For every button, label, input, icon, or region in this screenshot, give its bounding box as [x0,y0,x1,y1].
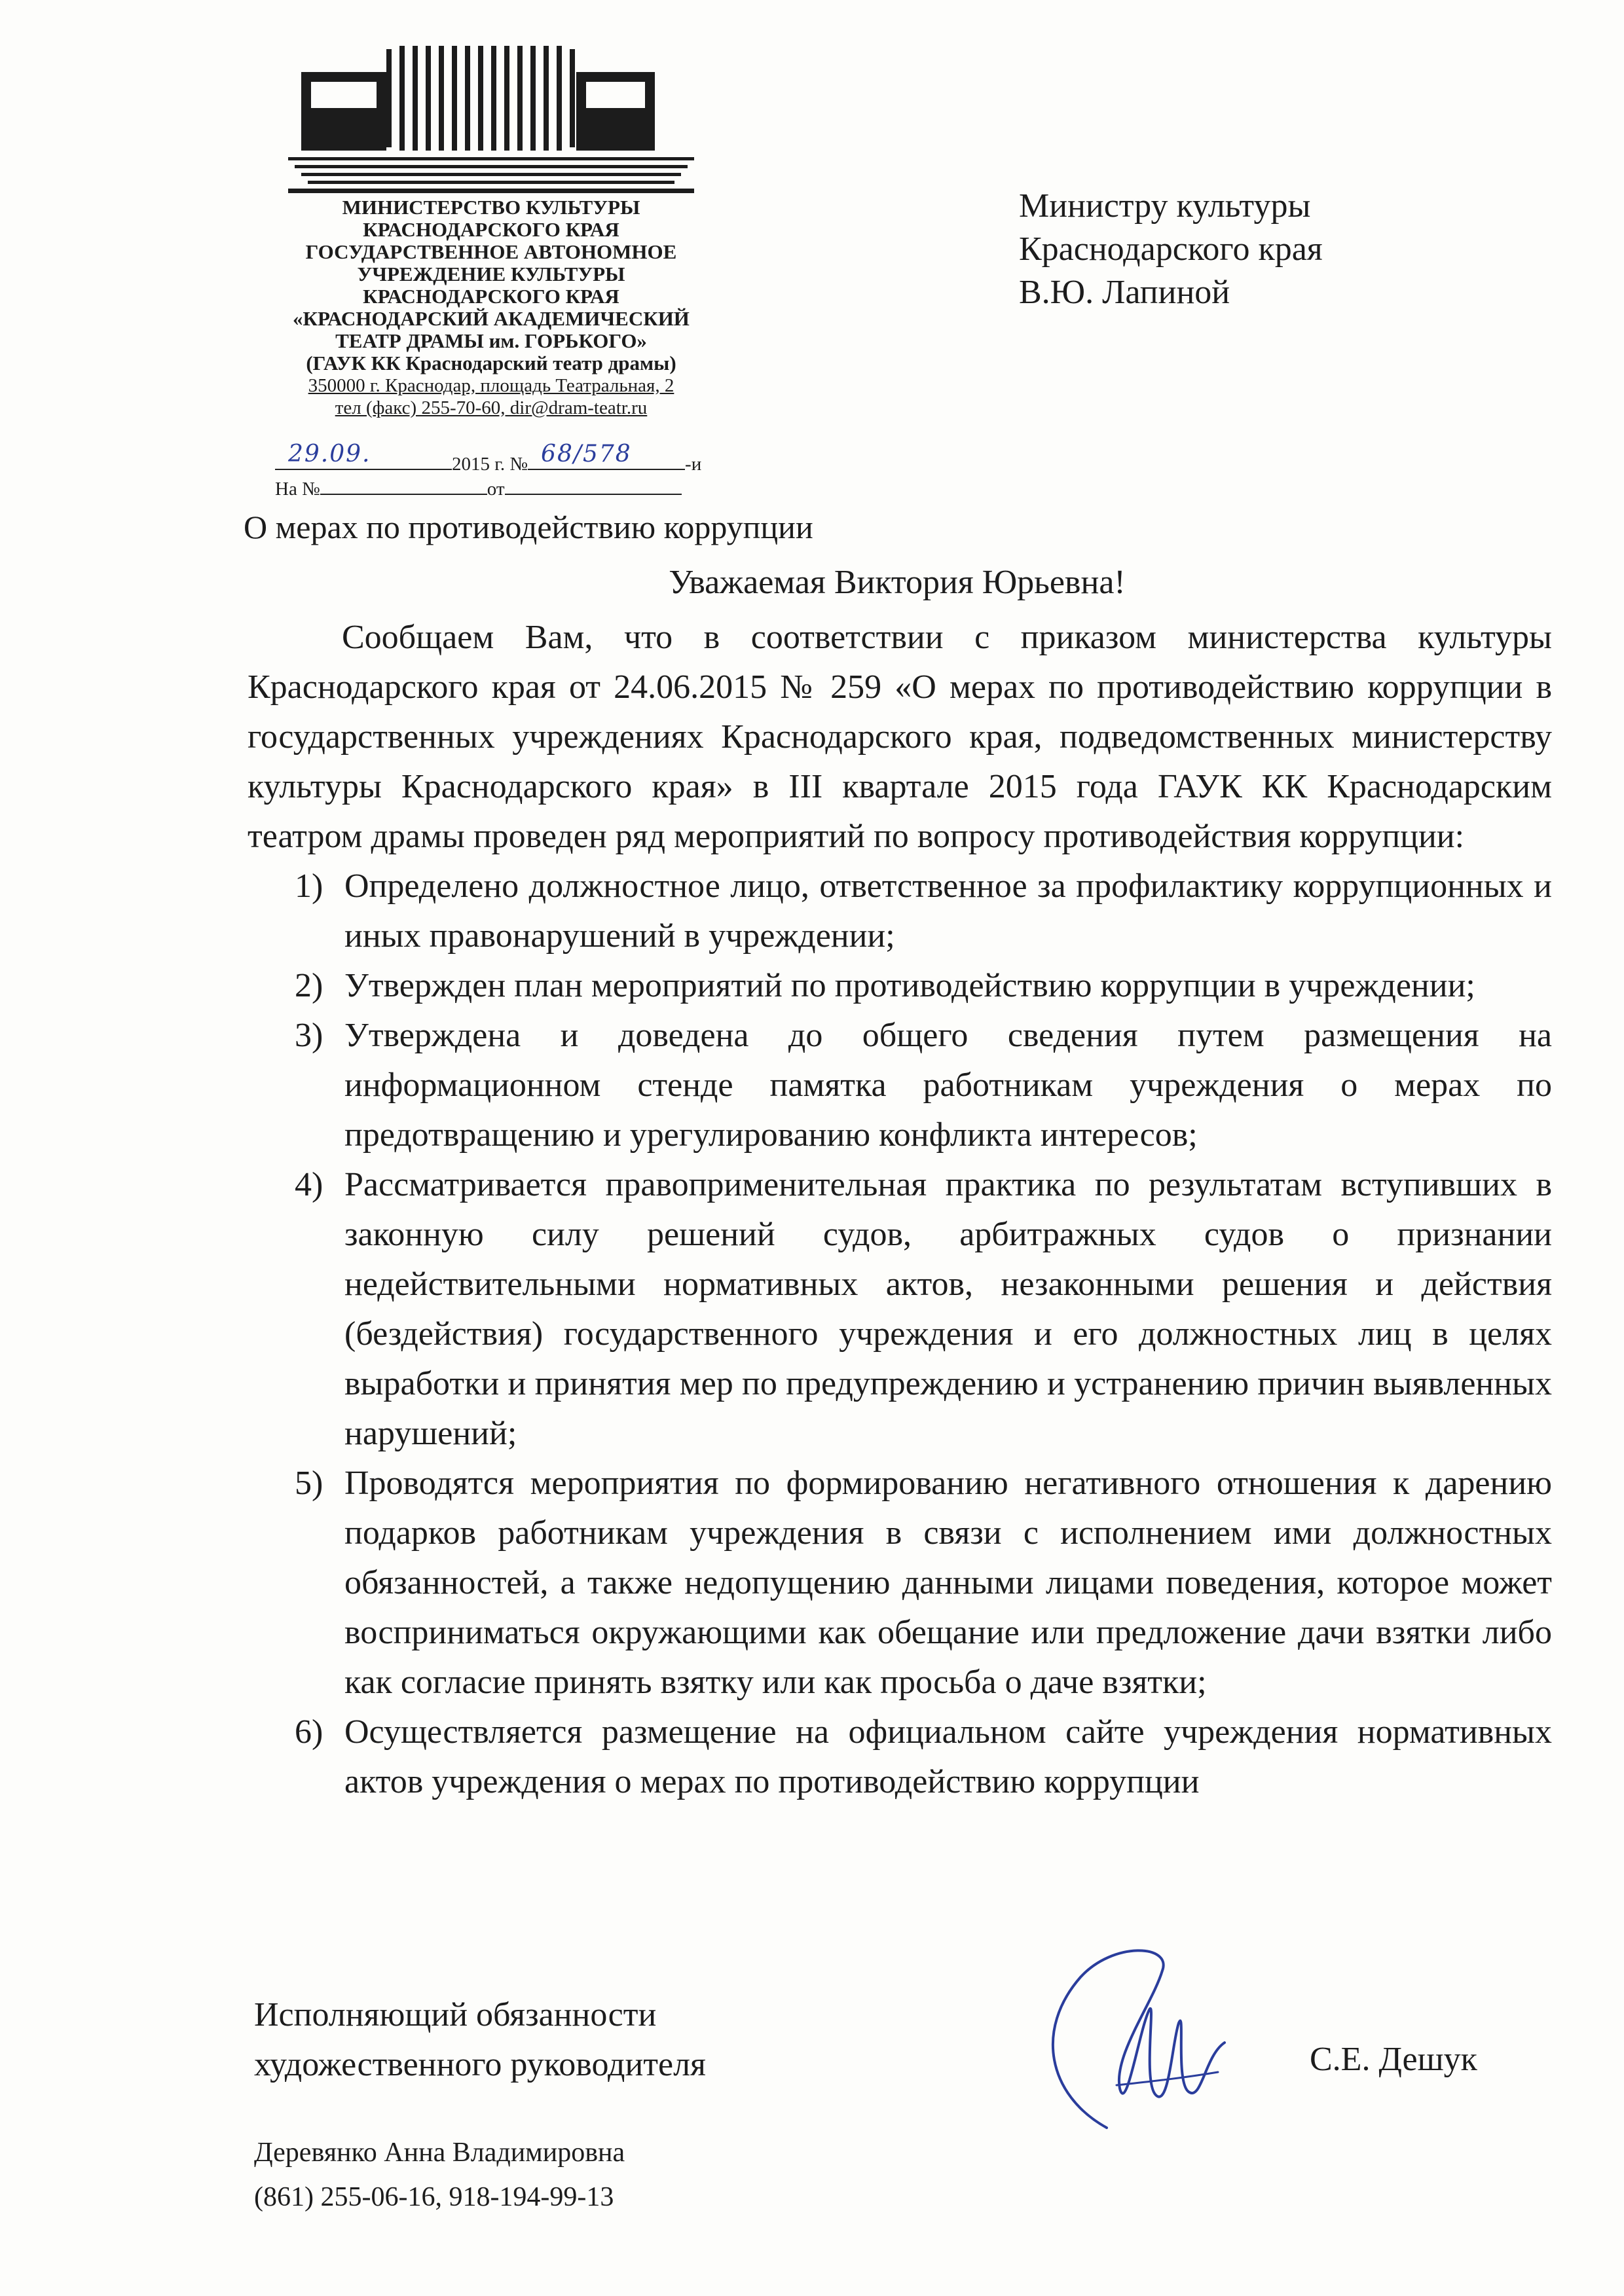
org-line: УЧРЕЖДЕНИЕ КУЛЬТУРЫ [357,263,625,285]
list-item-text: Осуществляется размещение на официальном сайте учреждения нормативных актов учреждения о мерах по противодействию коррупции [344,1713,1552,1800]
org-line: «КРАСНОДАРСКИЙ АКАДЕМИЧЕСКИЙ [293,307,690,330]
signatory-title-line: художественного руководителя [254,2046,706,2083]
signatory-name: С.Е. Дешук [1310,2041,1477,2078]
salutation: Уважаемая Виктория Юрьевна! [669,564,1126,601]
list-item-number: 6) [295,1713,323,1751]
list-item-number: 5) [295,1465,323,1502]
list-item [248,1011,1552,1160]
org-line: (ГАУК КК Краснодарский театр драмы) [306,352,676,374]
addressee-line: Краснодарского края [1019,230,1323,268]
list-item-text: Проводятся мероприятия по формированию негативного отношения к дарению подарков работникам учреждения в связи с исполнением ими должностных обязанностей, а также недопущению данными лицами поведения, которое может восприниматься окружающими как обещание или предложение дачи взятки либо как согласие принять взятку или как просьба о даче взятки; [344,1465,1552,1701]
ref-prefix: На № [275,479,320,500]
list-item [248,1707,1552,1807]
list-item-number: 4) [295,1166,323,1203]
signatory-title [254,1990,706,2090]
year-text: 2015 г. № [452,454,528,475]
org-line: ТЕАТР ДРАМЫ им. ГОРЬКОГО» [335,329,647,352]
ref-from: от [487,479,505,500]
ref-number-field [320,475,487,495]
letter-body [248,613,1552,1807]
list-item [248,862,1552,961]
signatory-title-line: Исполняющий обязанности [254,1996,657,2033]
executor-name: Деревянко Анна Владимировна [254,2138,625,2168]
list-item-number: 3) [295,1017,323,1054]
organization-block [262,196,720,419]
list-item-text: Определено должностное лицо, ответственное за профилактику коррупционных и иных правонарушений в учреждении; [344,867,1552,955]
letter-subject: О мерах по противодействию коррупции [244,509,813,545]
addressee-line: В.Ю. Лапиной [1019,274,1230,311]
ref-date-field [505,475,682,495]
org-line: ГОСУДАРСТВЕННОЕ АВТОНОМНОЕ [305,240,677,263]
measures-list [248,862,1552,1807]
org-line: КРАСНОДАРСКОГО КРАЯ [363,285,619,308]
addressee-block [1019,185,1543,314]
registration-line [275,441,733,475]
org-line: МИНИСТЕРСТВО КУЛЬТУРЫ [342,196,640,219]
list-item-text: Утвержден план мероприятий по противодействию коррупции в учреждении; [344,967,1475,1004]
list-item [248,1459,1552,1707]
list-item-text: Рассматривается правоприменительная практика по результатам вступивших в законную силу решений судов, арбитражных судов о признании недействительными нормативных актов, незаконными решения и действия (бездействия) государственного учреждения и его должностных лиц в целях выработки и принятия мер по предупреждению и устранению причин выявленных нарушений; [344,1166,1552,1452]
theatre-logo [288,46,694,193]
list-item-number: 1) [295,867,323,905]
list-item [248,961,1552,1011]
list-item-number: 2) [295,967,323,1004]
date-handwritten: 29.09. [288,441,371,467]
executor-block [254,2130,625,2219]
reference-line [275,475,733,500]
handwritten-signature [1008,1931,1244,2141]
org-line: КРАСНОДАРСКОГО КРАЯ [363,218,619,241]
addressee-line: Министру культуры [1019,187,1311,225]
number-handwritten: 68/578 [541,441,632,467]
org-contacts: тел (факс) 255-70-60, dir@dram-teatr.ru [335,397,648,418]
date-field [275,441,452,470]
list-item-text: Утверждена и доведена до общего сведения путем размещения на информационном стенде памятка работникам учреждения о мерах по предотвращению и урегулированию конфликта интересов; [344,1017,1552,1154]
number-suffix: -и [685,454,702,475]
intro-paragraph: Сообщаем Вам, что в соответствии с приказом министерства культуры Краснодарского края от 24.06.2015 № 259 «О мерах по противодействию коррупции в государственных учреждениях Краснодарского края, подведомственных министерству культуры Краснодарского края» в III квартале 2015 года ГАУК КК Краснодарским театром драмы проведен ряд мероприятий по вопросу противодействия коррупции: [248,619,1552,855]
org-address: 350000 г. Краснодар, площадь Театральная, 2 [308,375,674,396]
number-field [528,441,685,470]
executor-phones: (861) 255-06-16, 918-194-99-13 [254,2182,614,2212]
list-item [248,1160,1552,1459]
